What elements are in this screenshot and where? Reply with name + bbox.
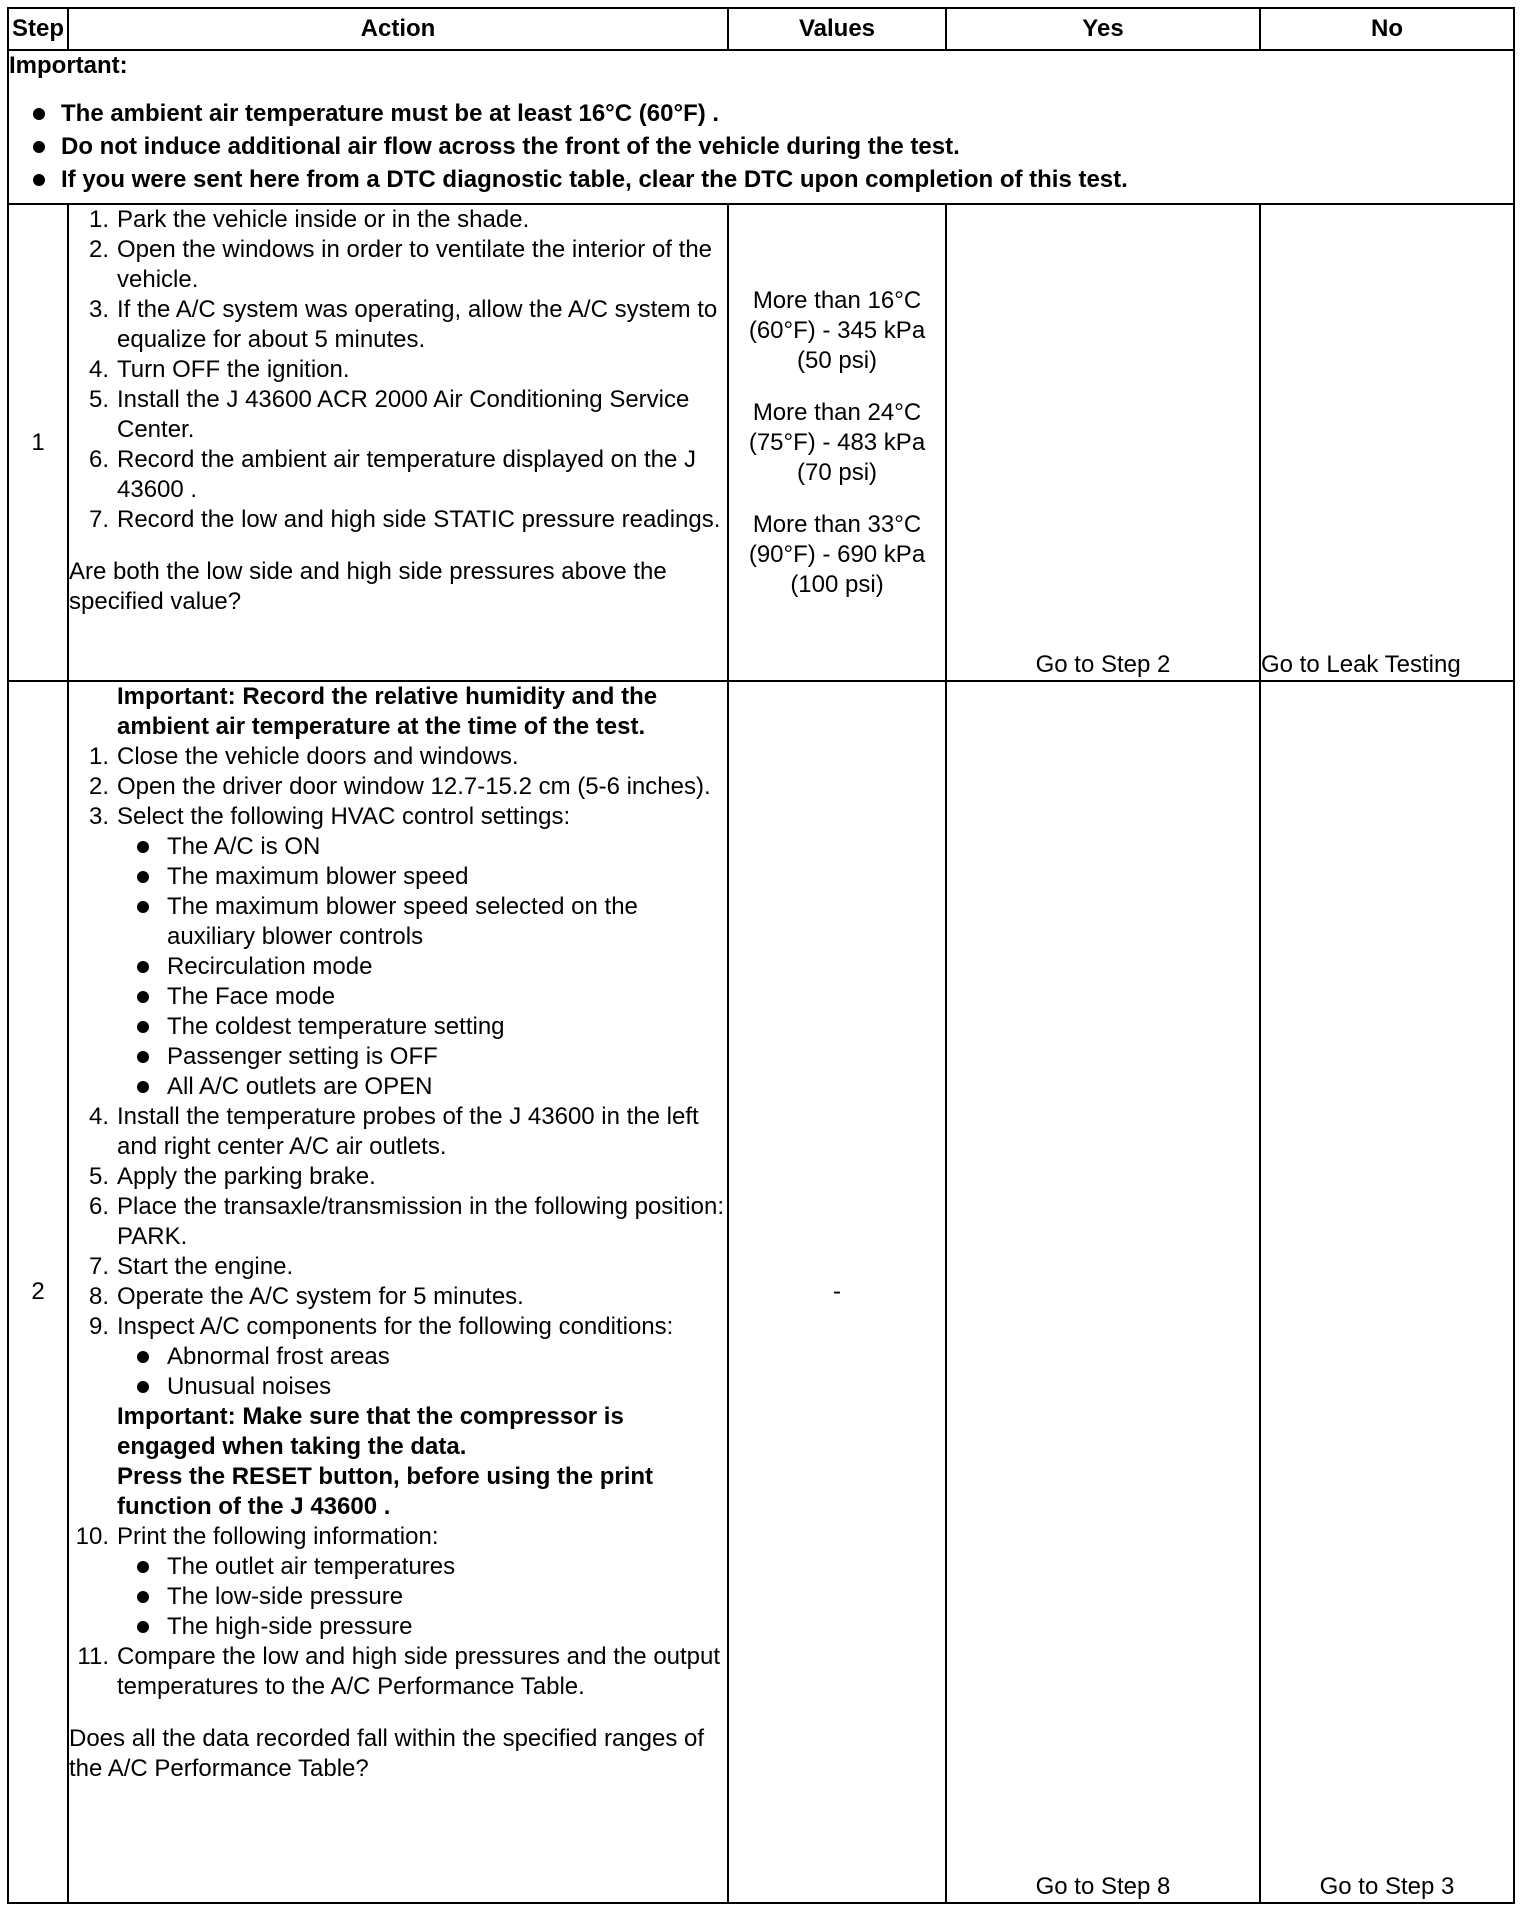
- important-note: Important: Make sure that the compressor is engaged when taking the data. Press the RESET button, before using the print function of the J 43600 .: [117, 1403, 654, 1520]
- sub-item: The maximum blower speed: [117, 862, 727, 892]
- action-cell: [68, 681, 728, 1903]
- sub-item: The coldest temperature setting: [117, 1012, 727, 1042]
- header-values: Values: [728, 8, 946, 50]
- sub-item: The low-side pressure: [117, 1582, 727, 1612]
- question-text: Are both the low side and high side pressures above the specified value?: [69, 558, 667, 615]
- list-item: 6. Record the ambient air temperature displayed on the J 43600 .: [88, 446, 696, 503]
- important-item: Do not induce additional air flow across the front of the vehicle during the test.: [9, 130, 1513, 163]
- header-step: Step: [8, 8, 68, 50]
- list-item: 1. Park the vehicle inside or in the shade.: [88, 206, 530, 233]
- bullet-icon: [137, 871, 149, 883]
- step-number: 1: [8, 204, 68, 681]
- bullet-icon: [137, 1621, 149, 1633]
- yes-cell: Go to Step 2: [946, 204, 1260, 681]
- important-item: The ambient air temperature must be at least 16°C (60°F) .: [9, 97, 1513, 130]
- important-block: [8, 50, 1514, 204]
- bullet-icon: [137, 1021, 149, 1033]
- values-cell: -: [728, 681, 946, 1903]
- important-row: [8, 50, 1514, 204]
- list-item: 2. Open the driver door window 12.7-15.2 cm (5-6 inches).: [88, 773, 711, 800]
- list-item: 1. Close the vehicle doors and windows.: [88, 743, 519, 770]
- list-item: 8. Operate the A/C system for 5 minutes.: [88, 1283, 524, 1310]
- sub-list: [117, 1552, 727, 1642]
- list-item: 5. Install the J 43600 ACR 2000 Air Conditioning Service Center.: [88, 386, 690, 443]
- sub-item: Recirculation mode: [117, 952, 727, 982]
- step-number: 2: [8, 681, 68, 1903]
- values-cell: [728, 204, 946, 681]
- bullet-icon: [33, 141, 45, 153]
- list-item: 10. Print the following information: The outlet air temperatures The low-side pressure The high-side pressure: [69, 1522, 727, 1642]
- header-yes: Yes: [946, 8, 1260, 50]
- action-steps: [69, 205, 727, 535]
- no-cell: Go to Step 3: [1260, 681, 1514, 1903]
- list-item: 2. Open the windows in order to ventilate the interior of the vehicle.: [88, 236, 713, 293]
- bullet-icon: [137, 961, 149, 973]
- list-item: 3. If the A/C system was operating, allow the A/C system to equalize for about 5 minutes.: [88, 296, 718, 353]
- bullet-icon: [33, 174, 45, 186]
- important-note: Important: Record the relative humidity and the ambient air temperature at the time of the test.: [117, 683, 658, 740]
- bullet-icon: [33, 108, 45, 120]
- list-item: 5. Apply the parking brake.: [88, 1163, 376, 1190]
- value-item: More than 24°C (75°F) - 483 kPa (70 psi): [748, 398, 926, 486]
- list-item: 11. Compare the low and high side pressures and the output temperatures to the A/C Performance Table.: [77, 1643, 721, 1700]
- sub-item: The Face mode: [117, 982, 727, 1012]
- sub-item: The outlet air temperatures: [117, 1552, 727, 1582]
- bullet-icon: [137, 1591, 149, 1603]
- bullet-icon: [137, 1561, 149, 1573]
- important-item: If you were sent here from a DTC diagnostic table, clear the DTC upon completion of this test.: [9, 163, 1513, 196]
- list-item: 9. Inspect A/C components for the following conditions: Abnormal frost areas Unusual noises: [69, 1312, 727, 1402]
- bullet-icon: [137, 991, 149, 1003]
- yes-cell: Go to Step 8: [946, 681, 1260, 1903]
- value-item: More than 16°C (60°F) - 345 kPa (50 psi): [748, 286, 926, 374]
- no-cell: Go to Leak Testing: [1260, 204, 1514, 681]
- sub-item: The A/C is ON: [117, 832, 727, 862]
- list-item: 4. Install the temperature probes of the J 43600 in the left and right center A/C air outlets.: [88, 1103, 699, 1160]
- important-list: [9, 97, 1513, 196]
- bullet-icon: [137, 1381, 149, 1393]
- list-item: 4. Turn OFF the ignition.: [88, 356, 350, 383]
- sub-item: The maximum blower speed selected on the auxiliary blower controls: [117, 892, 727, 952]
- bullet-icon: [137, 901, 149, 913]
- sub-item: All A/C outlets are OPEN: [117, 1072, 727, 1102]
- important-title: Important:: [9, 52, 128, 79]
- question-text: Does all the data recorded fall within the specified ranges of the A/C Performance Table?: [69, 1725, 705, 1782]
- sub-item: Abnormal frost areas: [117, 1342, 727, 1372]
- diagnostic-table: [7, 7, 1515, 1904]
- step-row-2: [8, 681, 1514, 1903]
- bullet-icon: [137, 1351, 149, 1363]
- list-item: 7. Start the engine.: [88, 1253, 294, 1280]
- list-item: 3. Select the following HVAC control settings: The A/C is ON The maximum blower speed The maximum blower speed selected on the auxiliary blower controls Recirculation mode The Face mode The coldest temperature setting Passenger setting is OFF All A/C outlets are OPEN: [69, 802, 727, 1102]
- step-row-1: [8, 204, 1514, 681]
- bullet-icon: [137, 1051, 149, 1063]
- list-item: 6. Place the transaxle/transmission in the following position: PARK.: [88, 1193, 724, 1250]
- action-cell: [68, 204, 728, 681]
- sub-list: [117, 1342, 727, 1402]
- list-item: 7. Record the low and high side STATIC pressure readings.: [88, 506, 721, 533]
- bullet-icon: [137, 1081, 149, 1093]
- header-no: No: [1260, 8, 1514, 50]
- action-steps: [69, 682, 727, 1702]
- header-row: [8, 8, 1514, 50]
- bullet-icon: [137, 841, 149, 853]
- header-action: Action: [68, 8, 728, 50]
- value-item: More than 33°C (90°F) - 690 kPa (100 psi): [748, 510, 926, 598]
- sub-item: Unusual noises: [117, 1372, 727, 1402]
- sub-list: [117, 832, 727, 1102]
- sub-item: The high-side pressure: [117, 1612, 727, 1642]
- sub-item: Passenger setting is OFF: [117, 1042, 727, 1072]
